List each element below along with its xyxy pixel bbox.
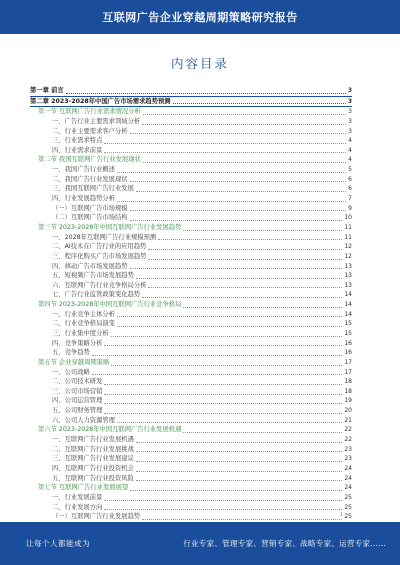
- toc-entry[interactable]: [30, 406, 352, 416]
- toc-entry-text: 三、我国互联网广告行业发展: [52, 185, 134, 193]
- toc-entry-page: 22: [344, 436, 352, 444]
- toc-entry-text: 第四节 2023-2028年中国互联网广告行业竞争格局: [38, 301, 182, 309]
- toc-entry-text: 第六节 2023-2028年中国互联网广告行业发展机遇: [38, 426, 182, 434]
- toc-dot-leader: [104, 152, 346, 153]
- toc-entry-text: 第一节 互联网广告行业需求情况分析: [38, 108, 141, 116]
- toc-entry-text: 二、行业发展方向: [52, 503, 103, 511]
- toc-entry[interactable]: [30, 175, 352, 185]
- toc-entry-text: 一、互联网广告行业发展机遇: [52, 436, 134, 444]
- toc-dot-leader: [117, 326, 342, 327]
- toc-entry-text: 一、我国广告行业概述: [52, 166, 115, 174]
- toc-entry-page: 16: [344, 339, 352, 347]
- toc-dot-leader: [117, 201, 346, 202]
- toc-dot-leader: [148, 249, 342, 250]
- toc-entry[interactable]: [30, 86, 352, 97]
- toc-dot-leader: [130, 210, 347, 211]
- toc-dot-leader: [158, 239, 342, 240]
- header-bar: [0, 0, 400, 34]
- toc-entry-page: 12: [344, 252, 352, 260]
- toc-dot-leader: [142, 124, 346, 125]
- toc-entry[interactable]: [30, 503, 352, 513]
- toc-entry[interactable]: [30, 358, 352, 368]
- toc-dot-leader: [117, 316, 342, 317]
- toc-entry-text: 二、公司技术研发: [52, 378, 103, 386]
- toc-entry-text: 三、程序化购买广告市场发展趋势: [52, 252, 147, 260]
- toc-entry[interactable]: [30, 262, 352, 272]
- toc-entry-page: 17: [344, 358, 352, 366]
- toc-dot-leader: [136, 442, 343, 443]
- toc-dot-leader: [130, 490, 342, 491]
- toc-entry-page: 11: [344, 223, 352, 231]
- toc-entry-page: 3: [348, 117, 352, 125]
- toc-entry-page: 20: [344, 407, 352, 415]
- toc-dot-leader: [148, 287, 342, 288]
- toc-entry-text: 三、行业集中度分析: [52, 330, 109, 337]
- toc-dot-leader: [104, 345, 342, 346]
- toc-dot-leader: [183, 432, 342, 433]
- toc-dot-leader: [130, 181, 347, 182]
- toc-entry-text: 四、移动广告市场发展趋势: [52, 262, 128, 270]
- toc-entry-page: 25: [344, 493, 352, 501]
- toc-dot-leader: [130, 220, 343, 221]
- toc-entry-text: 四、行业需求前景: [52, 146, 103, 154]
- toc-dot-leader: [104, 143, 346, 144]
- toc-entry-text: 一、广告行业主要需求领域分析: [52, 117, 141, 125]
- toc-entry[interactable]: [30, 165, 352, 175]
- toc-entry[interactable]: [30, 271, 352, 281]
- toc-entry[interactable]: [30, 252, 352, 262]
- toc-entry[interactable]: [30, 445, 352, 455]
- toc-entry-page: 22: [344, 426, 352, 434]
- toc-entry[interactable]: [30, 300, 352, 310]
- toc-entry-text: 一、行业发展前景: [52, 493, 103, 501]
- toc-entry-text: 二、行业竞争格局演变: [52, 320, 115, 328]
- toc-entry-text: 六、公司人力资源管理: [52, 416, 115, 424]
- toc-dot-leader: [183, 230, 342, 231]
- toc-entry-page: 4: [348, 146, 352, 154]
- toc-entry[interactable]: [30, 454, 352, 464]
- toc-entry-text: 第二章 2023-2028年中国广告市场需求趋势预测: [30, 97, 171, 105]
- toc-entry[interactable]: [30, 319, 352, 329]
- toc-entry-text: （一）互联网广告行业发展趋势: [52, 513, 141, 521]
- toc-entry-page: 13: [344, 272, 352, 280]
- toc-entry-text: 一、行业竞争主体分析: [52, 310, 115, 318]
- toc-entry-page: 3: [347, 97, 352, 105]
- toc-entry-page: 19: [344, 397, 352, 405]
- toc-entry-page: 14: [344, 301, 352, 309]
- toc-entry[interactable]: [30, 474, 352, 484]
- toc-entry[interactable]: [30, 425, 352, 435]
- toc-entry[interactable]: [30, 233, 352, 243]
- toc-entry-page: 21: [344, 416, 352, 424]
- toc-entry-page: 6: [348, 185, 352, 193]
- toc-entry[interactable]: [30, 204, 352, 214]
- toc-entry-text: 一、2028年互联网广告行业规模预测: [52, 233, 157, 241]
- toc-entry-page: 3: [348, 108, 352, 116]
- toc-entry[interactable]: [30, 136, 352, 146]
- toc-dot-leader: [66, 93, 346, 94]
- toc-entry-text: 五、短视频广告市场发展趋势: [52, 272, 134, 280]
- toc-entry-page: 7: [348, 195, 352, 203]
- toc-entry-text: 三、互联网广告行业发展建议: [52, 455, 134, 463]
- toc-entry-page: 24: [344, 464, 352, 472]
- toc-entry-text: 第二节 我国互联网广告行业发展现状: [38, 156, 141, 164]
- toc-entry[interactable]: [30, 493, 352, 503]
- toc-entry-text: 二、互联网广告行业发展挑战: [52, 445, 134, 453]
- toc-dot-leader: [104, 500, 342, 501]
- toc-entry[interactable]: [30, 387, 352, 397]
- toc-entry-page: 9: [348, 204, 352, 212]
- toc-dot-leader: [92, 355, 343, 356]
- page-number: 1: [340, 512, 344, 518]
- toc-entry-page: 10: [344, 214, 352, 222]
- toc-entry[interactable]: [30, 146, 352, 156]
- toc-entry-text: 一、公司战略: [52, 368, 90, 376]
- toc-dot-leader: [136, 191, 346, 192]
- toc-entry[interactable]: [30, 127, 352, 137]
- toc-dot-leader: [136, 471, 343, 472]
- toc-entry-page: 17: [344, 368, 352, 376]
- toc-entry-text: 三、公司市场营销: [52, 387, 103, 395]
- toc-entry-page: 3: [348, 127, 352, 135]
- toc-title: 内容目录: [170, 56, 229, 71]
- toc-entry-page: 15: [344, 330, 352, 337]
- toc-entry-page: 14: [344, 310, 352, 318]
- toc-entry-text: 五、互联网广告行业投资风险: [52, 474, 134, 482]
- toc-entry-text: 四、竞争策略分析: [52, 339, 103, 347]
- toc-entry-text: 第一章 前言: [30, 86, 64, 94]
- toc-entry-page: 12: [344, 243, 352, 251]
- toc-entry-text: 二、我国广告行业发展现状: [52, 175, 128, 183]
- toc-dot-leader: [136, 480, 343, 481]
- toc-entry-page: 13: [344, 262, 352, 270]
- toc-entry-text: 四、行业发展趋势分析: [52, 195, 115, 203]
- toc-entry[interactable]: [30, 213, 352, 223]
- toc-entry-text: （一）互联网广告市场规模: [52, 204, 128, 212]
- toc-entry-page: 13: [344, 281, 352, 289]
- toc-entry-page: 24: [344, 484, 352, 492]
- toc-entry-text: 第三节 2023-2028年中国互联网广告行业发展趋势: [38, 223, 182, 231]
- toc-entry-page: 4: [348, 137, 352, 145]
- toc-dot-leader: [111, 336, 343, 337]
- toc-entry[interactable]: [30, 339, 352, 349]
- toc-entry-text: 三、行业需求特点: [52, 137, 103, 145]
- toc-entry-page: 16: [344, 349, 352, 357]
- toc-dot-leader: [136, 451, 343, 452]
- toc-entry[interactable]: [30, 194, 352, 204]
- toc-dot-leader: [104, 509, 342, 510]
- toc-entry[interactable]: [30, 329, 352, 339]
- toc-entry[interactable]: [30, 397, 352, 407]
- toc-dot-leader: [173, 103, 346, 104]
- toc-entry[interactable]: [30, 464, 352, 474]
- toc-entry-page: 14: [344, 291, 352, 299]
- toc-entry-page: 5: [348, 166, 352, 174]
- toc-dot-leader: [143, 114, 346, 115]
- toc-entry-page: 4: [348, 156, 352, 164]
- toc-entry-page: 18: [344, 387, 352, 395]
- toc-entry-text: 四、互联网广告行业投资机会: [52, 464, 134, 472]
- report-title: 互联网广告企业穿越周期策略研究报告: [102, 11, 298, 24]
- toc-entry-page: 6: [348, 175, 352, 183]
- toc-entry[interactable]: [30, 368, 352, 378]
- toc-entry[interactable]: [30, 310, 352, 320]
- toc-dot-leader: [136, 278, 343, 279]
- footer-slogan: 让每个人都能成为: [26, 539, 90, 548]
- toc-entry[interactable]: [30, 377, 352, 387]
- toc-entry-page: 11: [344, 233, 352, 241]
- toc-entry-text: 五、竞争趋势: [52, 349, 90, 357]
- toc-list: [30, 86, 352, 522]
- toc-dot-leader: [104, 403, 342, 404]
- toc-entry[interactable]: [30, 184, 352, 194]
- toc-dot-leader: [148, 259, 342, 260]
- toc-dot-leader: [143, 162, 346, 163]
- toc-dot-leader: [142, 297, 342, 298]
- toc-dot-leader: [104, 394, 342, 395]
- toc-entry[interactable]: [30, 97, 352, 108]
- toc-dot-leader: [136, 461, 343, 462]
- toc-entry-page: 25: [344, 503, 352, 511]
- footer-tagline: 行业专家、管理专家、营销专家、战略专家、运营专家……: [183, 539, 386, 548]
- toc-dot-leader: [92, 374, 343, 375]
- toc-dot-leader: [183, 307, 342, 308]
- toc-entry[interactable]: [30, 242, 352, 252]
- toc-dot-leader: [117, 422, 342, 423]
- toc-dot-leader: [130, 133, 347, 134]
- toc-entry[interactable]: [30, 435, 352, 445]
- toc-entry-text: 第五节 企业穿越周期策略: [38, 358, 110, 366]
- toc-entry[interactable]: [30, 155, 352, 165]
- toc-dot-leader: [142, 519, 342, 520]
- toc-entry[interactable]: [30, 483, 352, 493]
- toc-entry[interactable]: [30, 290, 352, 300]
- toc-entry-page: 24: [344, 474, 352, 482]
- toc-entry-text: 七、广告行业监管政策变化趋势: [52, 291, 141, 299]
- toc-entry-page: 18: [344, 378, 352, 386]
- toc-entry-page: 3: [347, 86, 352, 94]
- toc-entry-text: 四、公司运营管理: [52, 397, 103, 405]
- toc-entry[interactable]: [30, 416, 352, 426]
- toc-entry-page: 15: [344, 320, 352, 328]
- toc-entry-page: 23: [344, 455, 352, 463]
- toc-entry[interactable]: [30, 512, 352, 522]
- toc-entry[interactable]: [30, 107, 352, 117]
- toc-entry-text: 六、互联网广告行业竞争格局分析: [52, 281, 147, 289]
- toc-entry[interactable]: [30, 281, 352, 291]
- toc-entry[interactable]: [30, 223, 352, 233]
- toc-entry-text: 五、公司财务管理: [52, 407, 103, 415]
- toc-dot-leader: [104, 413, 342, 414]
- toc-dot-leader: [117, 172, 346, 173]
- toc-entry-text: 二、AI技术在广告行业的应用趋势: [52, 243, 147, 251]
- footer-bar: [0, 522, 400, 565]
- toc-dot-leader: [104, 384, 342, 385]
- toc-dot-leader: [111, 365, 342, 366]
- toc-entry-text: （二）互联网广告市场结构: [52, 214, 128, 222]
- toc-entry-page: 25: [344, 513, 352, 521]
- toc-entry-text: 二、行业主要需求客户分析: [52, 127, 128, 135]
- toc-dot-leader: [130, 268, 343, 269]
- toc-entry[interactable]: [30, 117, 352, 127]
- toc-entry-text: 第七节 互联网广告行业发展展望: [38, 484, 129, 492]
- toc-entry-page: 23: [344, 445, 352, 453]
- toc-entry[interactable]: [30, 348, 352, 358]
